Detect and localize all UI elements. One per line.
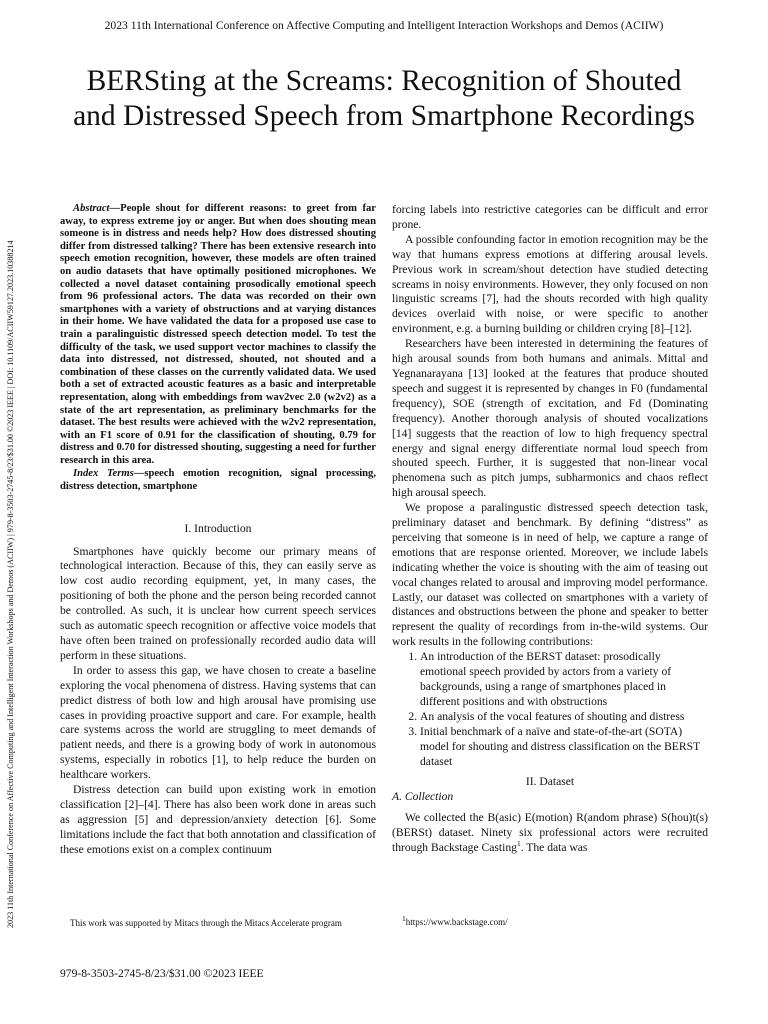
side-identifier: 2023 11th International Conference on Affective Computing and Intelligent Interaction Workshops and Demos (ACIIW) | 979-8-3503-2745-8/23/$31.00 ©2023 IEEE | DOI: 10.1109/ACIIW59127.2023.10388214	[6, 240, 15, 928]
collection-text: We collected the B(asic) E(motion) R(andom phrase) S(hou)t(s) (BERSt) dataset. Ninety six professional actors were recruited through Backstage Casting	[392, 811, 708, 855]
dataset-heading: II. Dataset	[525, 775, 575, 789]
contribution-item: 1. An introduction of the BERST dataset: prosodically emotional speech provided by actors from a variety of backgrounds, using a range of smartphones placed in different positions and with obstructions	[420, 650, 708, 710]
collection-heading: A. Collection	[392, 790, 454, 804]
collection-text-tail: . The data was	[520, 841, 588, 855]
contributions-list	[392, 650, 708, 769]
funding-footnote: This work was supported by Mitacs through the Mitacs Accelerate program	[70, 918, 342, 928]
right-paragraph-1: A possible confounding factor in emotion recognition may be the way that humans express emotions at differing arousal levels. Previous work in scream/shout detection have studied detecting screams in noisy environments. However, they only focused on non linguistic screams [7], had the shouts recorded with high quality devices overlaid with noise, or were specific to another environment, e.g. a burning building or children crying [8]–[12].	[392, 232, 708, 336]
paper-title	[40, 64, 728, 134]
abstract-paragraph	[60, 203, 376, 467]
abstract	[60, 203, 376, 494]
footnote-link[interactable]: https://www.backstage.com/	[405, 917, 508, 927]
copyright-line: 979-8-3503-2745-8/23/$31.00 ©2023 IEEE	[60, 967, 264, 980]
intro-heading: I. Introduction	[184, 521, 252, 535]
conference-header: 2023 11th International Conference on Affective Computing and Intelligent Interaction Workshops and Demos (ACIIW)	[104, 19, 664, 32]
intro-paragraph-3: Distress detection can build upon existing work in emotion classification [2]–[4]. There has also been work done in areas such as aggression [5] and depression/anxiety detection [6]. Some limitations include the fact that both annotation and classification of these emotions exist on a complex continuum	[60, 783, 376, 856]
intro-paragraph-1: Smartphones have quickly become our primary means of technological interaction. Because of this, they can easily serve as low cost audio recording equipment, yet, in many cases, the positioning of both the phone and the person being recorded cannot be controlled. As such, it is unclear how current speech services such as automatic speech recognition or affective voice models that have often been trained on professionally recorded audio data will perform in these situations.	[60, 544, 376, 662]
title-line-2: and Distressed Speech from Smartphone Recordings	[73, 100, 695, 132]
abstract-label: Abstract	[73, 203, 110, 214]
footnote-number: 1	[402, 914, 406, 923]
left-column	[60, 203, 376, 858]
right-paragraph-3: We propose a paralingustic distressed speech detection task, preliminary dataset and benchmark. By defining “distress” as perceiving that someone is in need of help, we capture a range of emotions that are response oriented. Moreover, we include labels indicating whether the voice is shouting with the aim of teasing out vocal changes related to arousal and improving model performance. Lastly, our dataset was collected on smartphones with a variety of distances and obstructions between the phone and speaker to better represent the quality of recordings from in-the-wild systems. Our work results in the following contributions:	[392, 501, 708, 649]
right-paragraph-4	[392, 811, 708, 856]
abstract-text: —People shout for different reasons: to greet from far away, to express extreme joy or anger. But when does shouting mean someone is in distress and needs help? How does distressed shouting differ from distressed talking? There has been extensive research into speech emotion recognition, however, these models are often trained on audio datasets that have optimally positioned microphones. We collected a novel dataset containing prosodically emotional speech from 96 professional actors. The data was recorded on their own smartphones with a variety of obstructions and at varying distances in their home. We have validated the data for a proposed use case to train a paralinguistic distressed speech detection model. To test the difficulty of the task, we used support vector machines to classify the data into distressed, not distressed, shouted, not shouted and a combination of these classes on the currently validated data. We used both a set of extracted acoustic features as a basic and interpretable representation, along with embeddings from wav2vec 2.0 (w2v2) as a state of the art representation, as preliminary benchmarks for the dataset. The best results were achieved with the w2v2 representation, with an F1 score of 0.91 for the classification of shouting, 0.79 for distress and 0.70 for distressed shouting, suggesting a need for further research in this area.	[60, 203, 376, 466]
right-paragraph-2: Researchers have been interested in determining the features of high arousal sounds from both humans and animals. Mittal and Yegnanarayana [13] looked at the features that produce shouted speech and suggest it is represented by changes in F0 (fundamental frequency), SOE (strength of excitation, and Fd (Dominating frequency). Another thorough analysis of shouted vocalizations [14] suggests that the reaction of low to high frequency spectral energy and signal energy differentiate normal loud speech from shouted speech. Further, it is suggested that non-linear vocal phenomena such as pitch jumps, subharmonics and chaos reflect high arousal speech.	[392, 337, 708, 500]
right-column	[392, 203, 708, 856]
url-footnote	[402, 914, 702, 928]
right-paragraph-0: forcing labels into restrictive categories can be difficult and error prone.	[392, 203, 708, 231]
index-terms	[60, 468, 376, 493]
index-terms-text: —speech emotion recognition, signal processing, distress detection, smartphone	[60, 468, 376, 493]
index-terms-label: Index Terms	[73, 468, 134, 480]
contribution-item: 2. An analysis of the vocal features of shouting and distress	[420, 710, 708, 725]
intro-paragraph-2: In order to assess this gap, we have chosen to create a baseline exploring the vocal phenomena of distress. Having systems that can predict distress of both low and high arousal have promising use cases in providing proactive support and care. For example, health care systems across the world are struggling to meet demands of patient needs, and there is a growing body of work in autonomous systems, especially in robotics [1], to help reduce the burden on healthcare workers.	[60, 663, 376, 782]
footnote-marker: 1	[516, 839, 521, 849]
title-line-1: BERSting at the Screams: Recognition of Shouted	[86, 65, 682, 97]
contribution-item: 3. Initial benchmark of a naïve and state-of-the-art (SOTA) model for shouting and distress classification on the BERST dataset	[420, 725, 708, 770]
